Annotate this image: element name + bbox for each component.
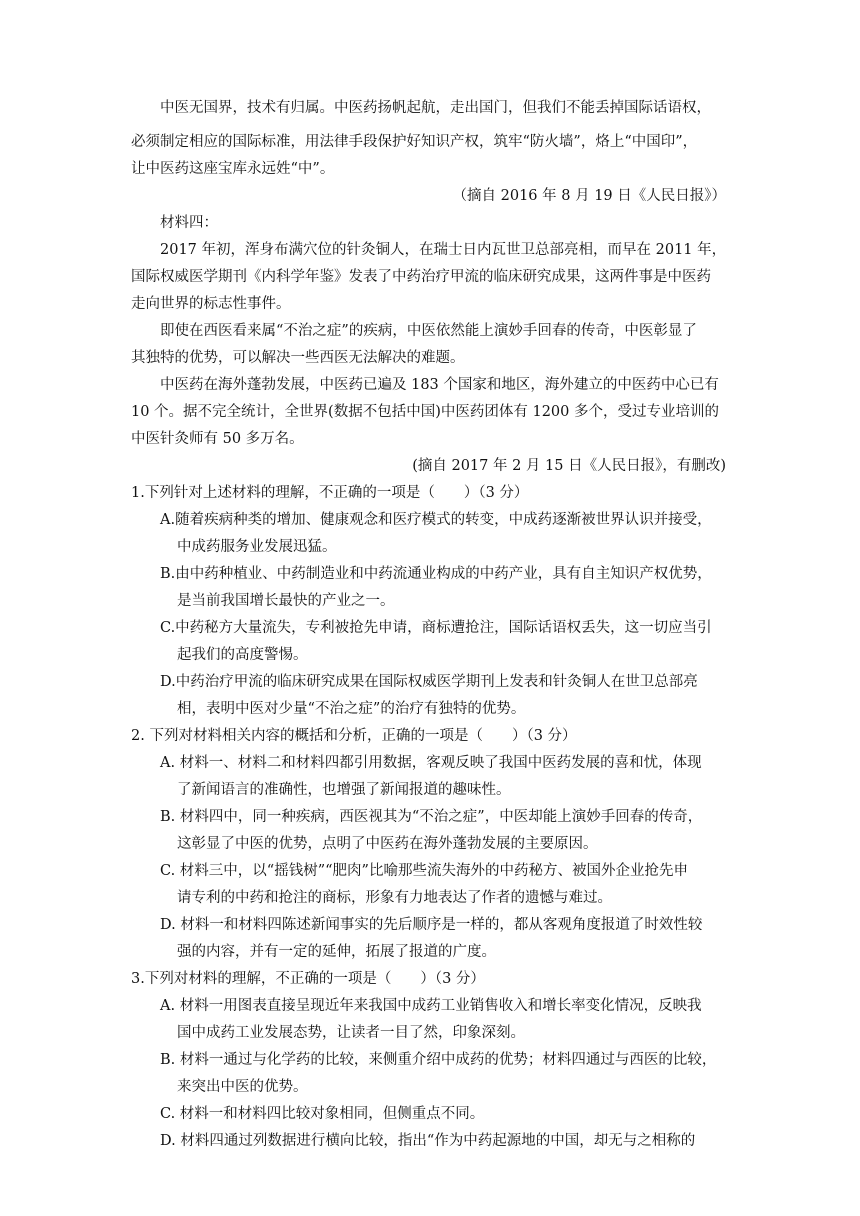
material4-heading: 材料四：	[160, 215, 218, 231]
q1-stem: 1.下列针对上述材料的理解，不正确的一项是（ ）（3 分）	[131, 485, 529, 501]
q2-option-a-line-2: 了新闻语言的准确性，也增强了新闻报道的趣味性。	[177, 782, 511, 798]
q1-option-a-line-2: 中成药服务业发展迅猛。	[177, 539, 337, 555]
material4-p1-line-2: 国际权威医学期刊《内科学年鉴》发表了中药治疗甲流的临床研究成果，这两件事是中医药	[131, 269, 711, 285]
material4-p2-line-1: 即使在西医看来属“不治之症”的疾病，中医依然能上演妙手回春的传奇，中医彰显了	[160, 323, 697, 339]
q2-option-c-line-2: 请专利的中药和抢注的商标，形象有力地表达了作者的遗憾与难过。	[177, 890, 612, 906]
q1-option-c-line-2: 起我们的高度警惕。	[177, 647, 308, 663]
q2-option-d-line-1: D. 材料一和材料四陈述新闻事实的先后顺序是一样的，都从客观角度报道了时效性较	[160, 917, 703, 933]
material4-p3-line-3: 中医针灸师有 50 多万名。	[131, 431, 304, 447]
material4-source: (摘自 2017 年 2 月 15 日《人民日报》，有删改)	[412, 458, 726, 474]
q1-option-b-line-2: 是当前我国增长最快的产业之一。	[177, 593, 395, 609]
q3-option-a-line-2: 国中成药工业发展态势，让读者一目了然，印象深刻。	[177, 1025, 525, 1041]
q2-option-a-line-1: A. 材料一、材料二和材料四都引用数据，客观反映了我国中医药发展的喜和忧，体现	[160, 755, 702, 771]
material4-p1-line-3: 走向世界的标志性事件。	[131, 296, 291, 312]
q1-option-d-line-2: 相，表明中医对少量“不治之症”的治疗有独特的优势。	[177, 701, 526, 717]
material4-p3-line-1: 中医药在海外蓬勃发展，中医药已遍及 183 个国家和地区，海外建立的中医药中心已有	[160, 377, 719, 393]
q2-option-c-line-1: C. 材料三中，以“摇钱树”“肥肉”比喻那些流失海外的中药秘方、被国外企业抢先申	[160, 863, 688, 879]
material3-line-3: 让中医药这座宝库永远姓“中”。	[131, 161, 335, 177]
material3-line-1: 中医无国界，技术有归属。中医药扬帆起航，走出国门，但我们不能丢掉国际话语权，	[160, 100, 711, 116]
q3-option-a-line-1: A. 材料一用图表直接呈现近年来我国中成药工业销售收入和增长率变化情况，反映我	[160, 998, 702, 1014]
q3-option-b-line-2: 来突出中医的优势。	[177, 1079, 308, 1095]
material4-p3-line-2: 10 个。据不完全统计，全世界(数据不包括中国)中医药团体有 1200 多个，受过专业培训的	[131, 404, 719, 420]
q2-option-d-line-2: 强的内容，并有一定的延伸，拓展了报道的广度。	[177, 944, 496, 960]
q2-option-b-line-1: B. 材料四中，同一种疾病，西医视其为“不治之症”，中医却能上演妙手回春的传奇，	[160, 809, 703, 825]
q1-option-a-line-1: A.随着疾病种类的增加、健康观念和医疗模式的转变，中成药逐渐被世界认识并接受，	[160, 512, 712, 528]
q1-option-b-line-1: B.由中药种植业、中药制造业和中药流通业构成的中药产业，具有自主知识产权优势，	[160, 566, 712, 582]
material4-p2-line-2: 其独特的优势，可以解决一些西医无法解决的难题。	[131, 350, 465, 366]
material3-source: （摘自 2016 年 8 月 19 日《人民日报》）	[452, 188, 726, 204]
q3-option-d-line-1: D. 材料四通过列数据进行横向比较，指出“作为中药起源地的中国，却无与之相称的	[160, 1133, 696, 1149]
material4-p1-line-1: 2017 年初，浑身布满穴位的针灸铜人，在瑞士日内瓦世卫总部亮相，而早在 2011 年，	[160, 242, 727, 258]
q3-option-b-line-1: B. 材料一通过与化学药的比较，来侧重介绍中成药的优势；材料四通过与西医的比较，	[160, 1052, 717, 1068]
material3-line-2: 必须制定相应的国际标准，用法律手段保护好知识产权，筑牢“防火墙”，烙上“中国印”，	[131, 134, 698, 150]
q2-option-b-line-2: 这彰显了中医的优势，点明了中医药在海外蓬勃发展的主要原因。	[177, 836, 598, 852]
q2-stem: 2. 下列对材料相关内容的概括和分析，正确的一项是（ ）（3 分）	[131, 728, 577, 744]
q1-option-d-line-1: D.中药治疗甲流的临床研究成果在国际权威医学期刊上发表和针灸铜人在世卫总部亮	[160, 674, 698, 690]
q3-option-c-line-1: C. 材料一和材料四比较对象相同，但侧重点不同。	[160, 1106, 485, 1122]
q1-option-c-line-1: C.中药秘方大量流失，专利被抢先申请，商标遭抢注，国际话语权丢失，这一切应当引	[160, 620, 712, 636]
q3-stem: 3.下列对材料的理解，不正确的一项是（ ）（3 分）	[131, 971, 485, 987]
